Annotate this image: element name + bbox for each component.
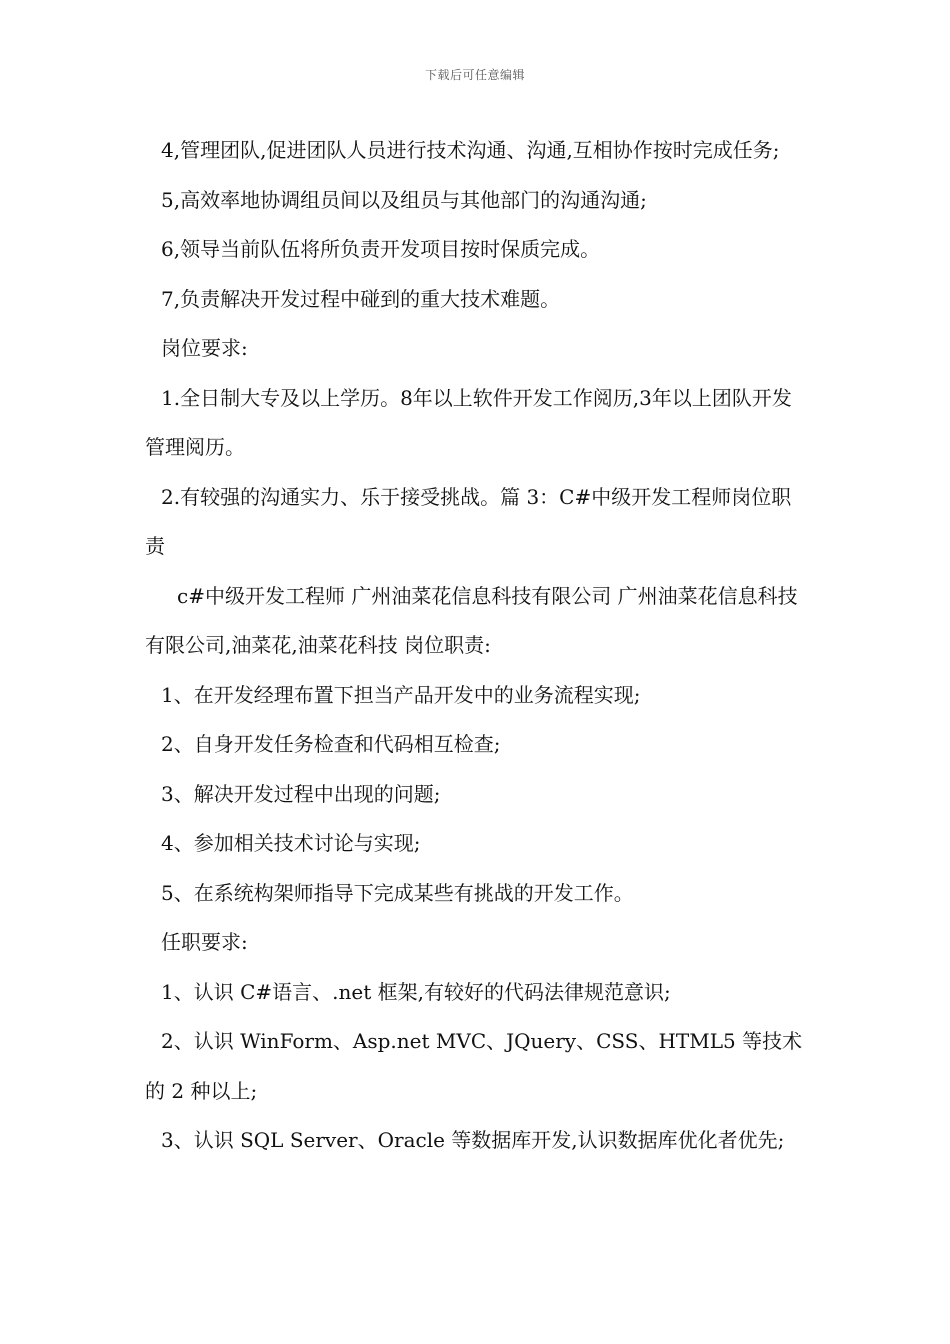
paragraph: 7,负责解决开发过程中碰到的重大技术难题。 xyxy=(161,286,561,311)
page-header: 下载后可任意编辑 xyxy=(424,68,525,82)
document-body xyxy=(145,126,811,1166)
paragraph: 4,管理团队,促进团队人员进行技术沟通、沟通,互相协作按时完成任务; xyxy=(161,138,780,162)
paragraph: 5,高效率地协调组员间以及组员与其他部门的沟通沟通; xyxy=(161,187,647,212)
section-heading: 岗位要求: xyxy=(161,336,248,360)
list-item: 4、参加相关技术讨论与实现; xyxy=(161,831,421,855)
list-item: 5、在系统构架师指导下完成某些有挑战的开发工作。 xyxy=(161,880,634,905)
paragraph: 2.有较强的沟通实力、乐于接受挑战。篇 3：C#中级开发工程师岗位职责 xyxy=(145,484,792,558)
list-item: 2、自身开发任务检查和代码相互检查; xyxy=(161,732,501,756)
paragraph: 6,领导当前队伍将所负责开发项目按时保质完成。 xyxy=(161,237,601,261)
paragraph: c#中级开发工程师 广州油菜花信息科技有限公司 广州油菜花信息科技有限公司,油菜花,油菜花科技 岗位职责: xyxy=(145,583,798,657)
list-item: 1、在开发经理布置下担当产品开发中的业务流程实现; xyxy=(161,682,641,707)
section-heading: 任职要求: xyxy=(161,930,248,954)
list-item: 2、认识 WinForm、Asp.net MVC、JQuery、CSS、HTML5 等技术的 2 种以上; xyxy=(145,1029,803,1103)
list-item: 1、认识 C#语言、.net 框架,有较好的代码法律规范意识; xyxy=(161,979,671,1004)
list-item: 3、解决开发过程中出现的问题; xyxy=(161,781,441,806)
list-item: 3、认识 SQL Server、Oracle 等数据库开发,认识数据库优化者优先; xyxy=(161,1128,785,1152)
paragraph: 1.全日制大专及以上学历。8年以上软件开发工作阅历,3年以上团队开发管理阅历。 xyxy=(145,385,792,459)
